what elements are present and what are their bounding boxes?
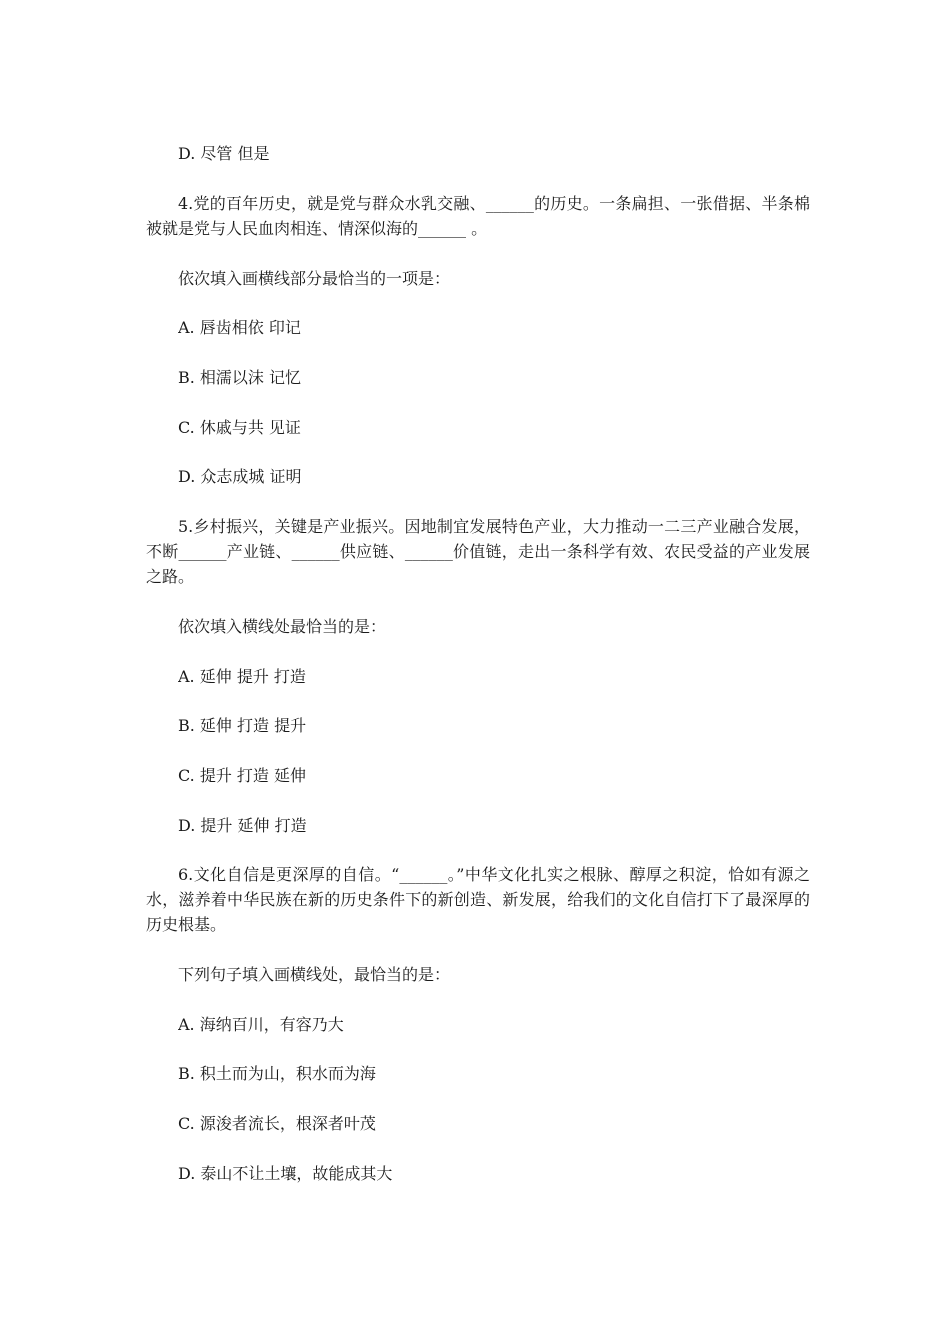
q4-stem: 4.党的百年历史，就是党与群众水乳交融、______的历史。一条扁担、一张借据、半条棉被就是党与人民血肉相连、情深似海的______ 。 xyxy=(146,194,810,238)
q5-option-c: C. 提升 打造 延伸 xyxy=(178,766,307,785)
q4-option-b: B. 相濡以沫 记忆 xyxy=(178,368,302,387)
q4-option-d: D. 众志成城 证明 xyxy=(178,467,302,486)
q3-option-d: D. 尽管 但是 xyxy=(178,144,270,163)
q6-prompt: 下列句子填入画横线处，最恰当的是： xyxy=(178,965,451,984)
q4-option-a: A. 唇齿相依 印记 xyxy=(178,318,301,337)
q6-stem: 6.文化自信是更深厚的自信。“______。”中华文化扎实之根脉、醇厚之积淀，恰如有源之水，滋养着中华民族在新的历史条件下的新创造、新发展，给我们的文化自信打下了最深厚的历史根基。 xyxy=(146,865,810,934)
q5-option-a: A. 延伸 提升 打造 xyxy=(178,667,306,686)
q5-prompt: 依次填入横线处最恰当的是： xyxy=(178,617,387,636)
q6-option-d: D. 泰山不让土壤，故能成其大 xyxy=(178,1164,393,1183)
q4-option-c: C. 休戚与共 见证 xyxy=(178,418,301,437)
q6-option-c: C. 源浚者流长，根深者叶茂 xyxy=(178,1114,376,1133)
q6-option-b: B. 积土而为山，积水而为海 xyxy=(178,1064,376,1083)
q5-option-d: D. 提升 延伸 打造 xyxy=(178,816,307,835)
q4-prompt: 依次填入画横线部分最恰当的一项是： xyxy=(178,269,451,288)
q5-stem: 5.乡村振兴，关键是产业振兴。因地制宜发展特色产业，大力推动一二三产业融合发展，不断______产业链、______供应链、______价值链，走出一条科学有效、农民受益的产业发展之路。 xyxy=(146,517,810,586)
q6-option-a: A. 海纳百川，有容乃大 xyxy=(178,1015,344,1034)
q5-option-b: B. 延伸 打造 提升 xyxy=(178,716,307,735)
